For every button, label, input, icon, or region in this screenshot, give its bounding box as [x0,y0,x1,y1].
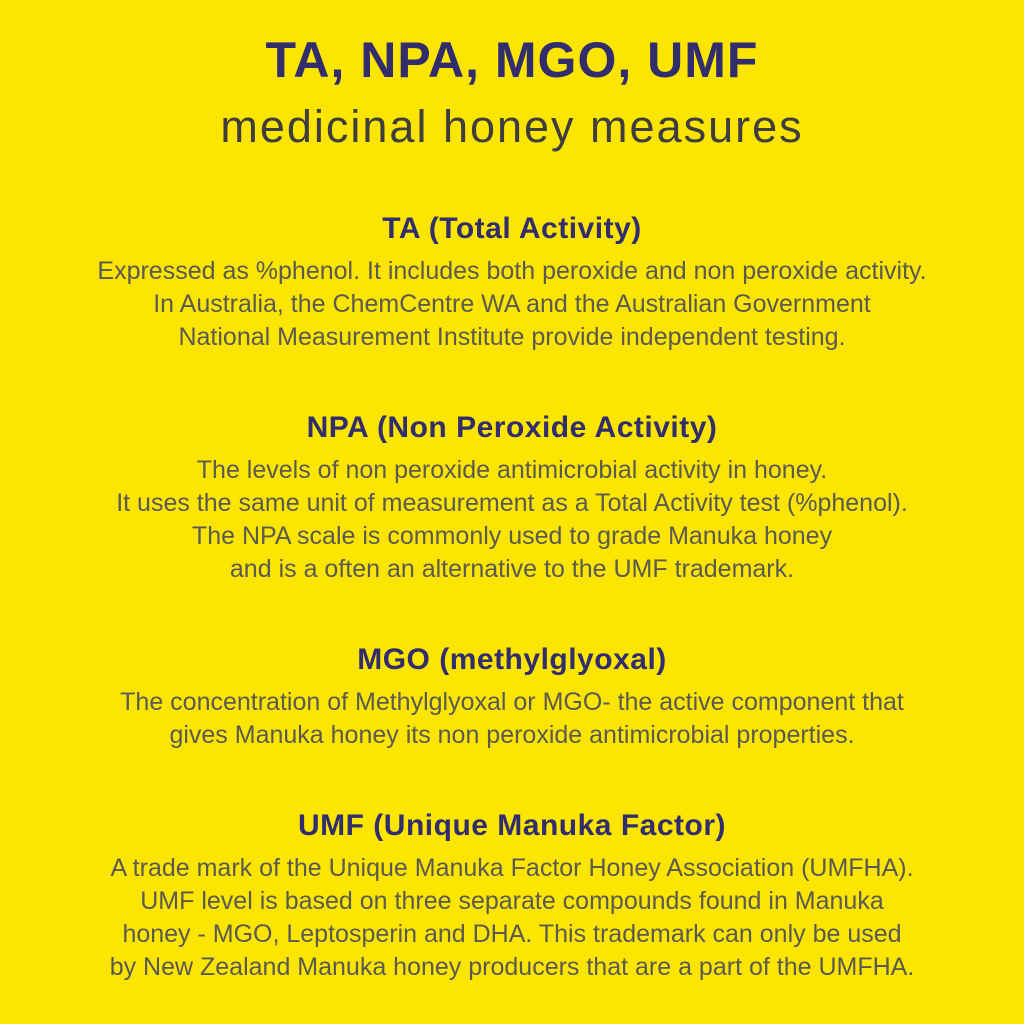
section-ta-line: Expressed as %phenol. It includes both peroxide and non peroxide activity. [97,256,927,285]
section-mgo-heading: MGO (methylglyoxal) [357,642,667,676]
section-mgo [37,643,987,752]
section-umf-line: by New Zealand Manuka honey producers that are a part of the UMFHA. [109,952,915,981]
page-subtitle: medicinal honey measures [220,100,804,152]
section-umf [37,809,987,984]
section-npa-line: The NPA scale is commonly used to grade Manuka honey [191,521,833,550]
section-ta-line: In Australia, the ChemCentre WA and the Australian Government [153,289,871,318]
section-mgo-line: gives Manuka honey its non peroxide antimicrobial properties. [169,720,855,749]
section-ta [37,212,987,354]
section-umf-line: UMF level is based on three separate compounds found in Manuka [140,886,884,915]
section-npa [37,411,987,586]
section-npa-line: It uses the same unit of measurement as a Total Activity test (%phenol). [116,488,908,517]
section-ta-heading: TA (Total Activity) [382,211,642,245]
section-mgo-line: The concentration of Methylglyoxal or MGO- the active component that [120,687,904,716]
page-title: TA, NPA, MGO, UMF [265,32,759,88]
section-umf-line: A trade mark of the Unique Manuka Factor Honey Association (UMFHA). [110,853,914,882]
section-umf-line: honey - MGO, Leptosperin and DHA. This trademark can only be used [122,919,902,948]
section-ta-line: National Measurement Institute provide independent testing. [178,322,846,351]
section-npa-line: The levels of non peroxide antimicrobial activity in honey. [196,455,828,484]
section-umf-heading: UMF (Unique Manuka Factor) [297,808,726,842]
section-npa-heading: NPA (Non Peroxide Activity) [306,410,718,444]
section-npa-line: and is a often an alternative to the UMF trademark. [229,554,795,583]
